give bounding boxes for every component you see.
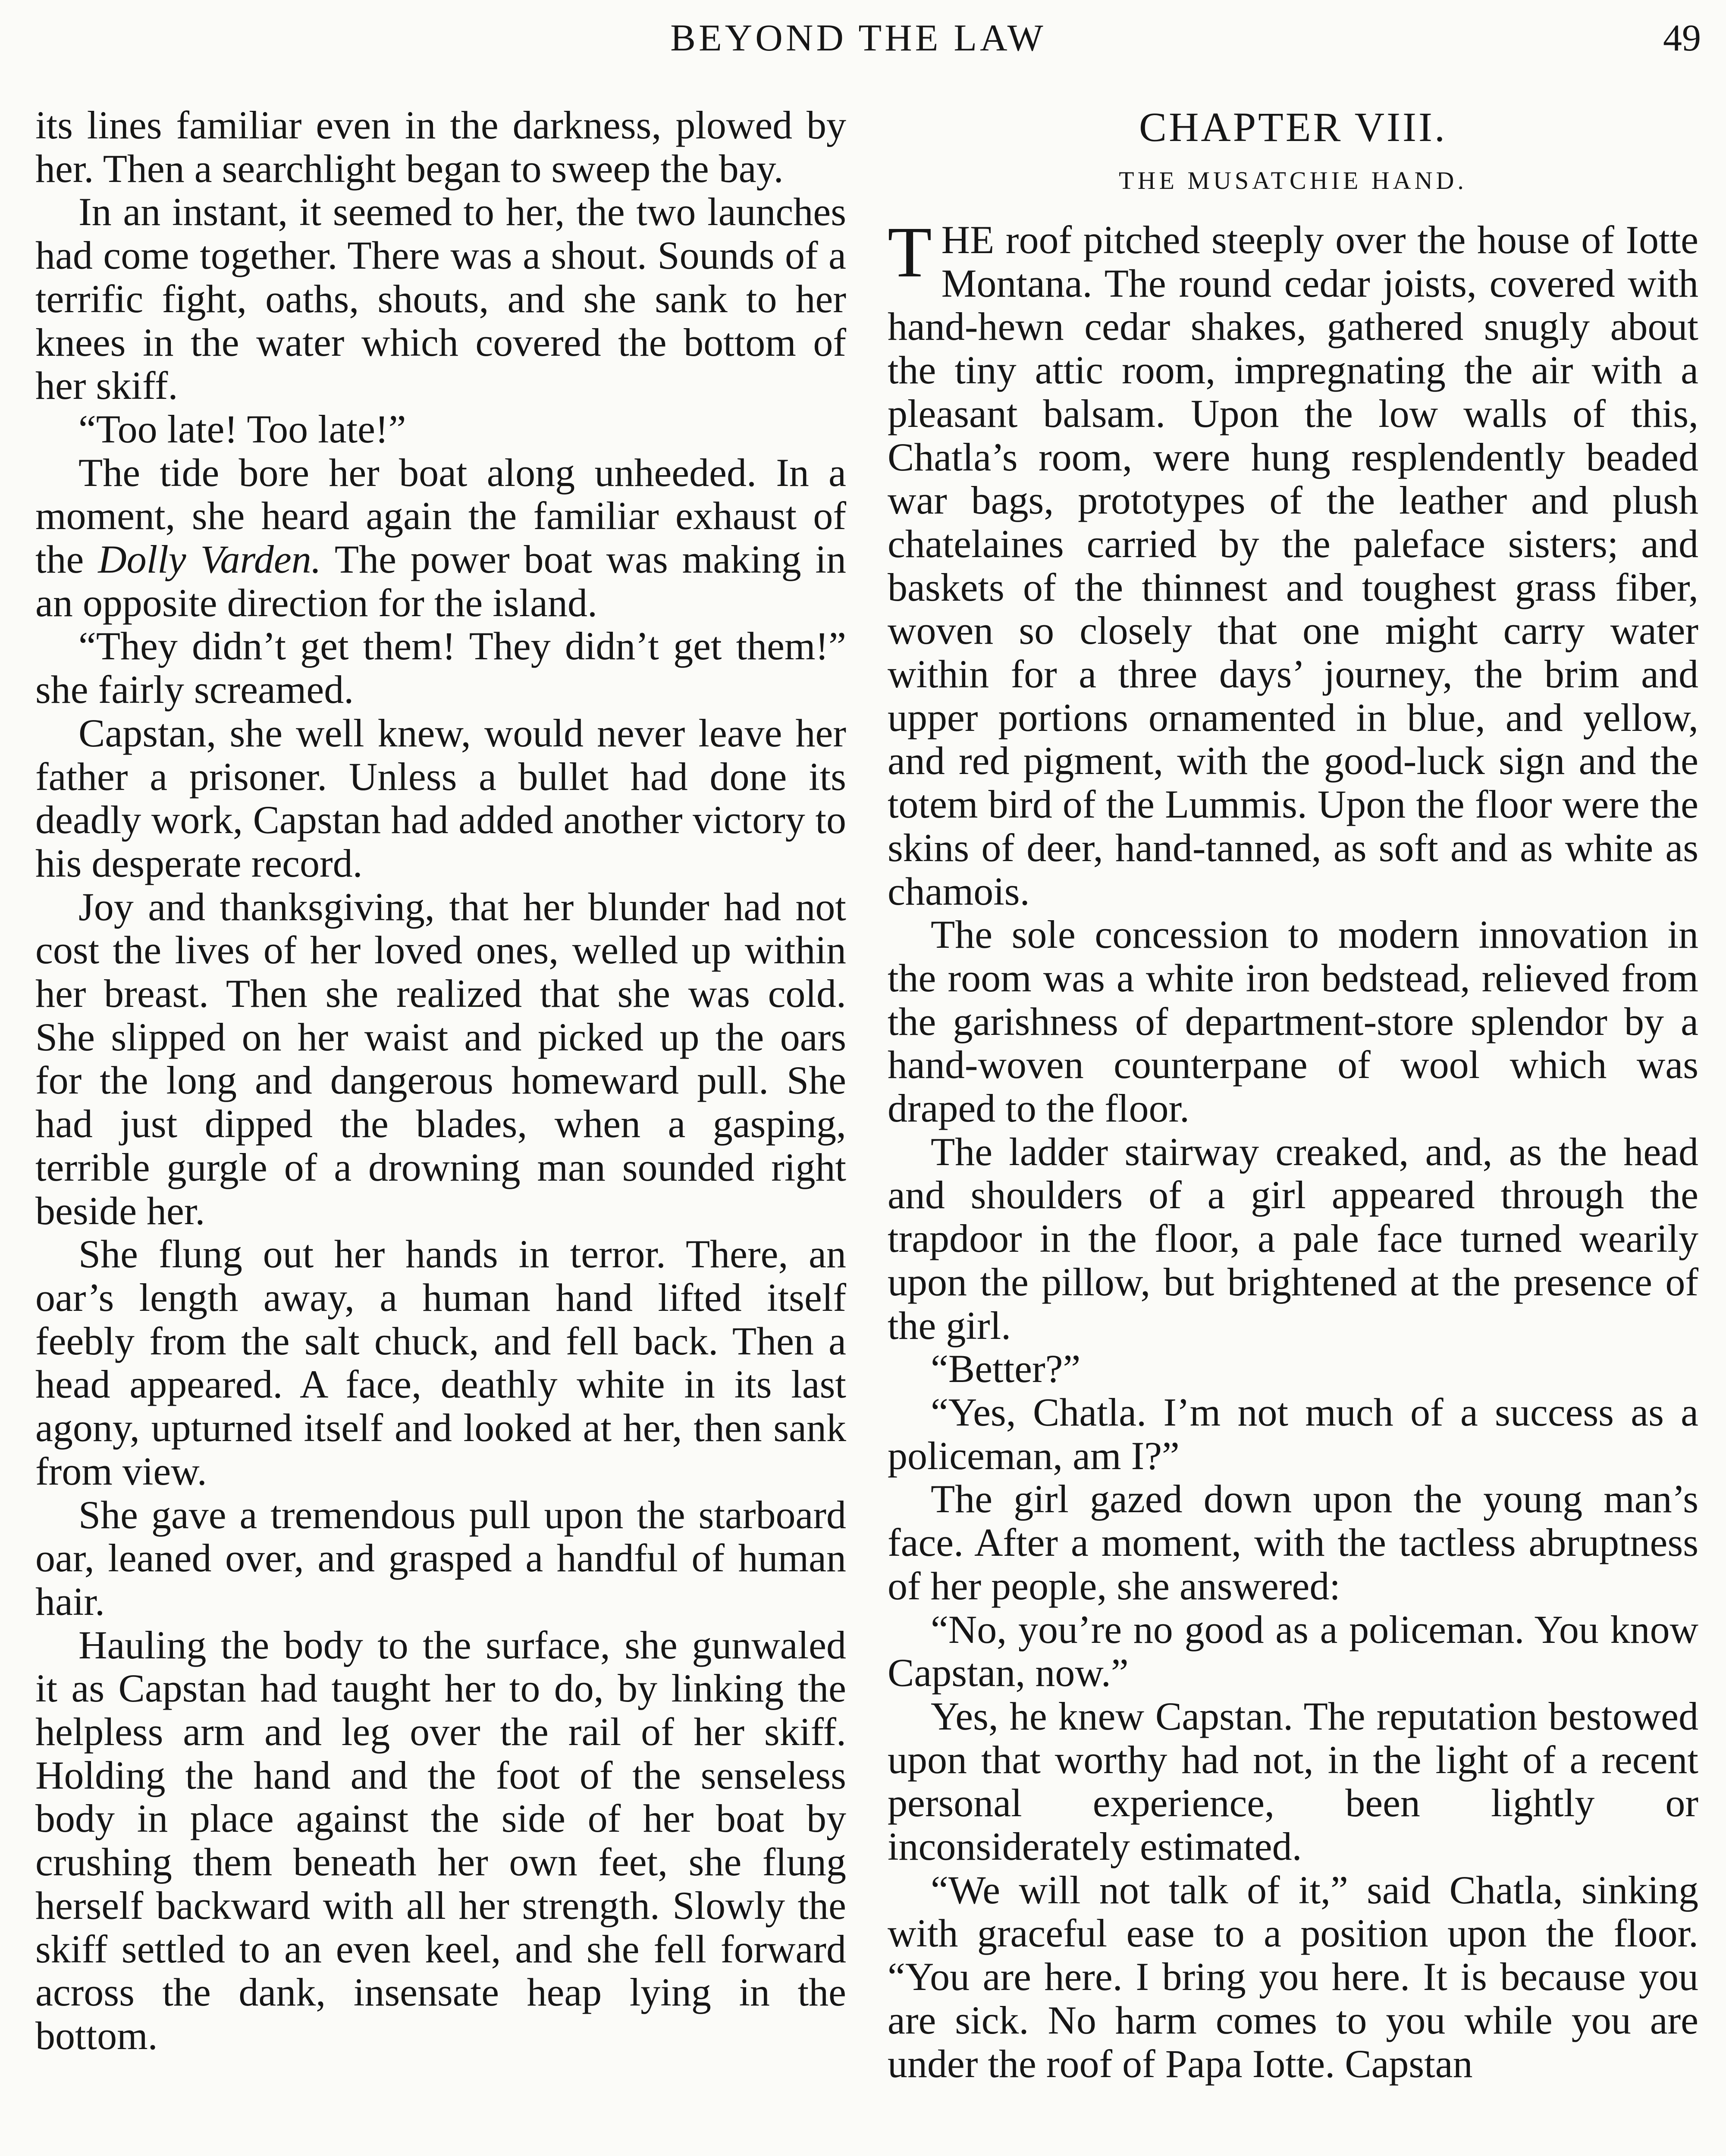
paragraph-text: The power boat was making in an opposite direction for the island. bbox=[35, 537, 846, 625]
paragraph: The girl gazed down upon the young man’s face. After a moment, with the tactless abruptness of her people, she answered: bbox=[888, 1477, 1698, 1608]
running-head-title: BEYOND THE LAW bbox=[670, 17, 1046, 59]
paragraph: “No, you’re no good as a policeman. You know Capstan, now.” bbox=[888, 1607, 1698, 1695]
paragraph-text: HE roof pitched steeply over the house of Iotte Montana. The round cedar joists, covered with hand-hewn cedar shakes, gathered snugly about the tiny attic room, impregnating the air with a pleasant balsam. Upon the low walls of this, Chatla’s room, were hung resplendently beaded war bags, prototypes of the leather and plush chatelaines carried by the paleface sisters; and baskets of the thinnest and toughest grass fiber, woven so closely that one might carry water within for a three days’ journey, the brim and upper portions ornamented in blue, and yellow, and red pigment, with the good-luck sign and the totem bird of the Lummis. Upon the floor were the skins of deer, hand-tanned, as soft and as white as chamois. bbox=[888, 218, 1698, 913]
left-column bbox=[35, 103, 846, 2058]
page-number: 49 bbox=[1663, 17, 1701, 59]
right-column bbox=[888, 103, 1698, 2085]
boat-name: Dolly Varden. bbox=[98, 537, 321, 582]
paragraph: The sole concession to modern innovation in the room was a white iron bedstead, relieved from the garishness of department-store splendor by a hand-woven counterpane of wool which was draped to the floor. bbox=[888, 912, 1698, 1131]
paragraph: Capstan, she well knew, would never leave her father a prisoner. Unless a bullet had done its deadly work, Capstan had added another victory to his desperate record. bbox=[35, 711, 846, 885]
paragraph bbox=[35, 451, 846, 625]
paragraph: “We will not talk of it,” said Chatla, sinking with graceful ease to a position upon the floor. “You are here. I bring you here. It is because you are sick. No harm comes to you while you are under the roof of Papa Iotte. Capstan bbox=[888, 1868, 1698, 2086]
paragraph: In an instant, it seemed to her, the two launches had come together. There was a shout. Sounds of a terrific fight, oaths, shouts, and she sank to her knees in the water which covered the bottom of her skiff. bbox=[35, 190, 846, 408]
drop-cap: T bbox=[888, 212, 932, 292]
paragraph: She gave a tremendous pull upon the starboard oar, leaned over, and grasped a handful of human hair. bbox=[35, 1492, 846, 1623]
paragraph: its lines familiar even in the darkness, plowed by her. Then a searchlight began to sweep the bay. bbox=[35, 103, 846, 191]
paragraph: “Too late! Too late!” bbox=[78, 407, 406, 451]
chapter-title: CHAPTER VIII. bbox=[1139, 104, 1447, 150]
paragraph-text: The tide bore her boat along unheeded. In a moment, she heard again the familiar exhaust of the bbox=[35, 450, 846, 582]
paragraph: “They didn’t get them! They didn’t get them!” she fairly screamed. bbox=[35, 624, 846, 712]
paragraph: Joy and thanksgiving, that her blunder had not cost the lives of her loved ones, welled up within her breast. Then she realized that she was cold. She slipped on her waist and picked up the oars for the long and dangerous homeward pull. She had just dipped the blades, when a gasping, terrible gurgle of a drowning man sounded right beside her. bbox=[35, 884, 846, 1233]
paragraph: The ladder stairway creaked, and, as the head and shoulders of a girl appeared through the trapdoor in the floor, a pale face turned wearily upon the pillow, but brightened at the presence of the girl. bbox=[888, 1129, 1698, 1348]
paragraph: She flung out her hands in terror. There, an oar’s length away, a human hand lifted itself feebly from the salt chuck, and fell back. Then a head appeared. A face, deathly white in its last agony, upturned itself and looked at her, then sank from view. bbox=[35, 1232, 846, 1493]
paragraph: “Better?” bbox=[931, 1347, 1081, 1391]
paragraph: Hauling the body to the surface, she gunwaled it as Capstan had taught her to do, by linking the helpless arm and leg over the rail of her skiff. Holding the hand and the foot of the senseless body in place against the side of her boat by crushing them beneath her own feet, she flung herself backward with all her strength. Slowly the skiff settled to an even keel, and she fell forward across the dank, insensate heap lying in the bottom. bbox=[35, 1623, 846, 2058]
first-paragraph bbox=[888, 212, 1698, 913]
paragraph: Yes, he knew Capstan. The reputation bestowed upon that worthy had not, in the light of a recent personal experience, been lightly or inconsiderately estimated. bbox=[888, 1694, 1698, 1869]
chapter-subtitle: THE MUSATCHIE HAND. bbox=[1119, 166, 1467, 194]
paragraph: “Yes, Chatla. I’m not much of a success as a policeman, am I?” bbox=[888, 1390, 1698, 1478]
